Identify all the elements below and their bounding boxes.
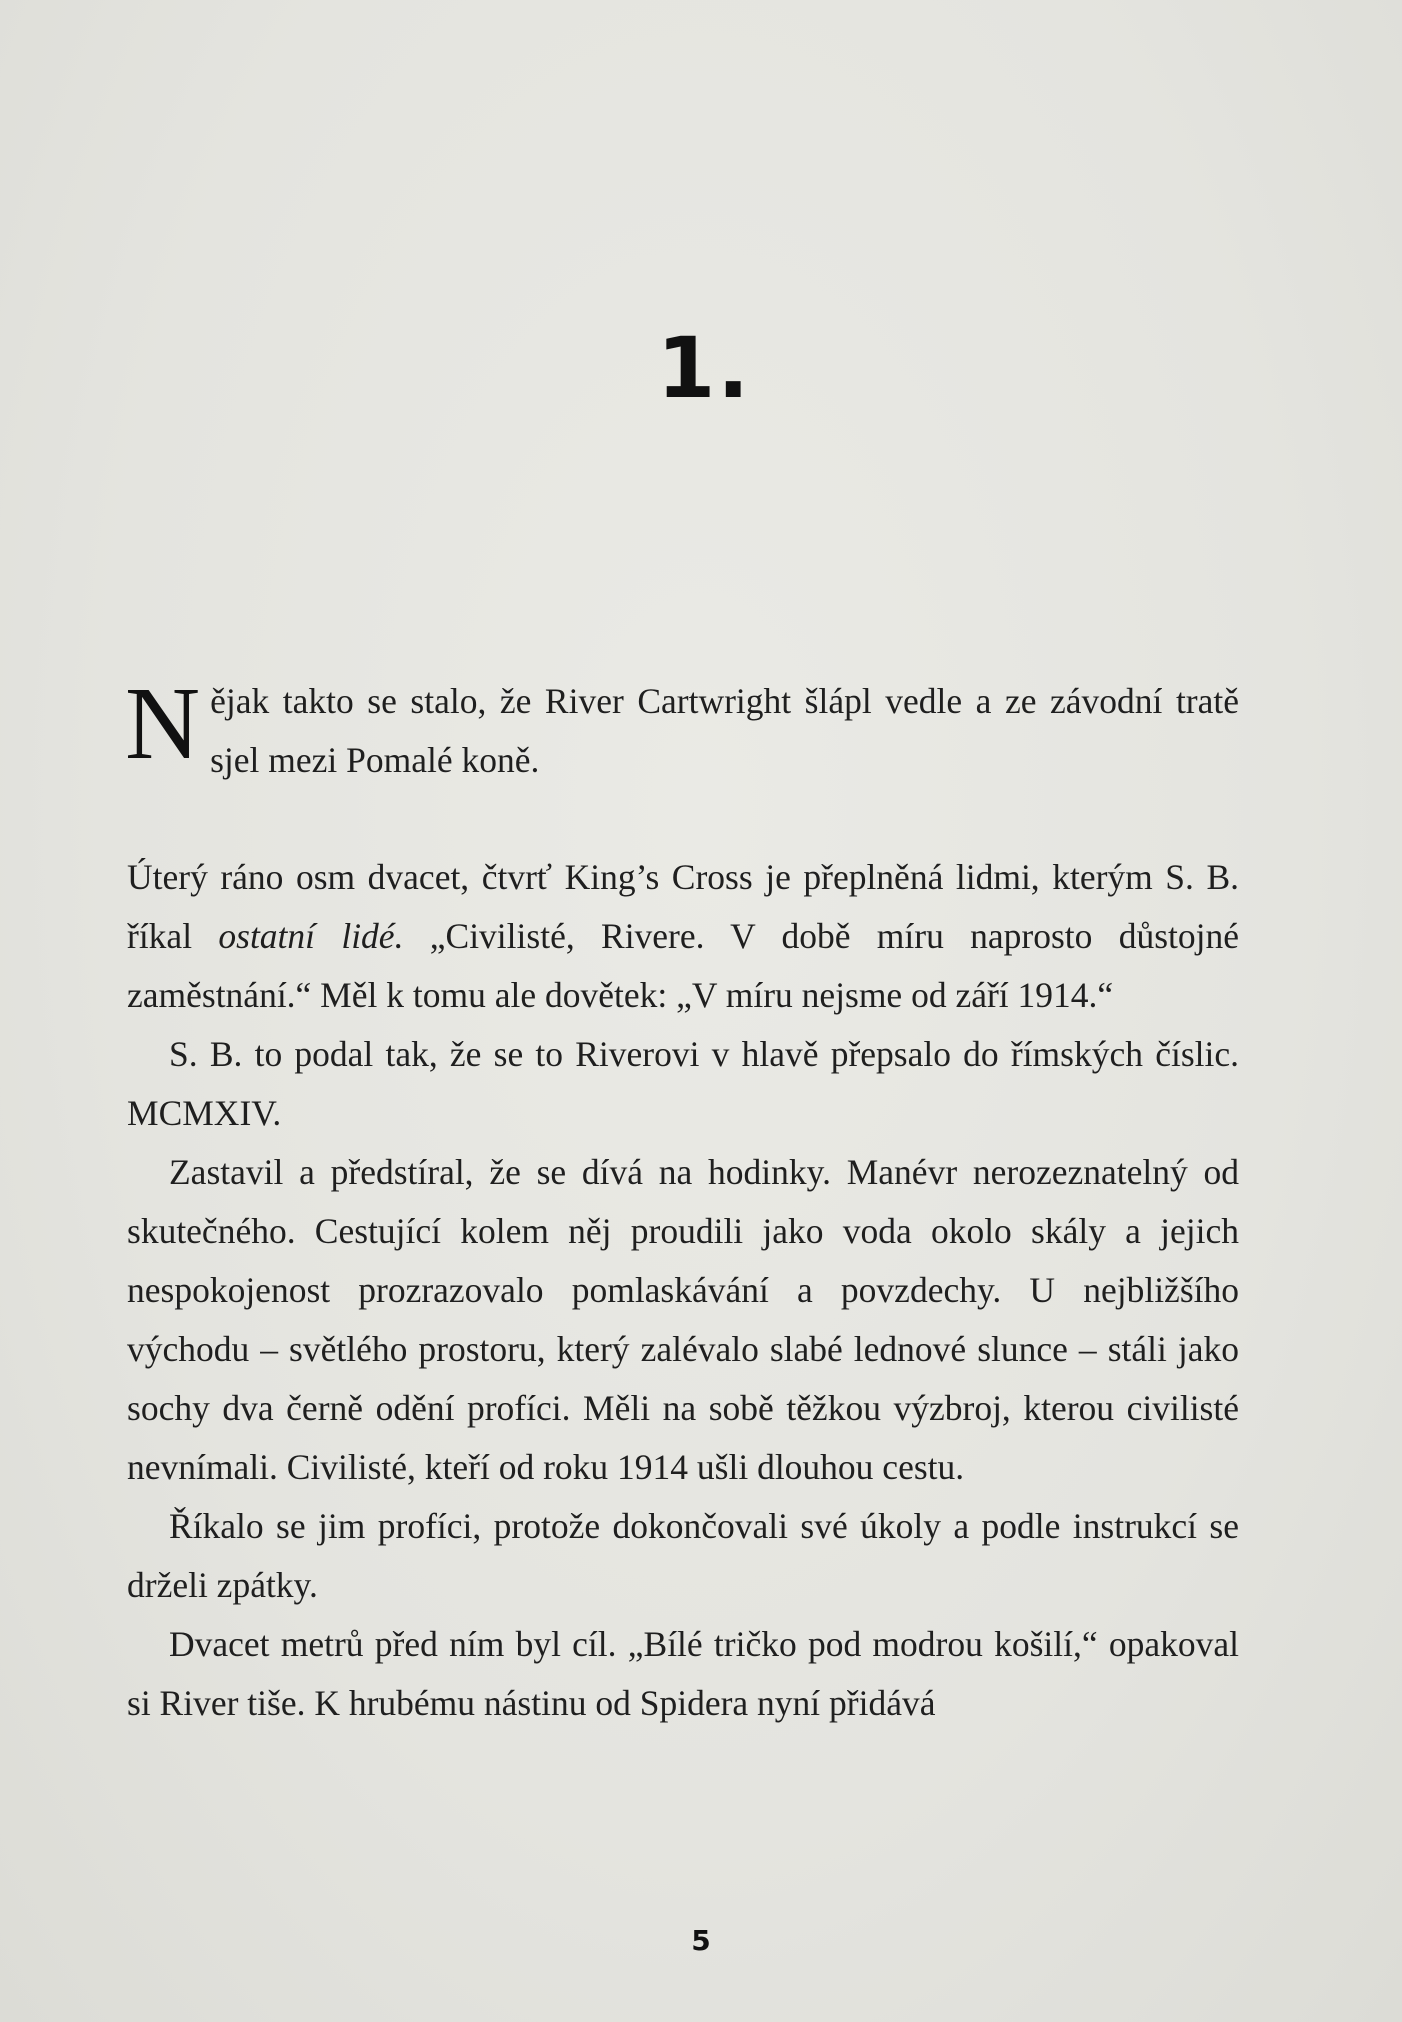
drop-cap: N (125, 666, 201, 781)
paragraph-1-part-a: Úterý ráno osm dvacet, čtvrť King’s Cross je přeplněná lidmi, kterým S. B. říkal (127, 857, 1239, 956)
opening-paragraph (125, 666, 1239, 790)
paragraph-2: S. B. to podal tak, že se to Riverovi v hlavě přepsalo do římských číslic. MCMXIV. (127, 1034, 1239, 1133)
paragraph-1-italic: ostatní lidé. (218, 916, 404, 956)
paragraph-4: Říkalo se jim profíci, protože dokončovali své úkoly a podle instrukcí se drželi zpátky. (127, 1506, 1239, 1605)
paragraph-5: Dvacet metrů před ním byl cíl. „Bílé tričko pod modrou košilí,“ opakoval si River tiše. K hrubému nástinu od Spidera nyní přidává (127, 1624, 1239, 1723)
opening-text: ějak takto se stalo, že River Cartwright šlápl vedle a ze závodní tratě sjel mezi Pomalé koně. (210, 681, 1239, 780)
body-text (125, 666, 1240, 1733)
paragraph-1-part-b: „Civilisté, Rivere. V době míru naprosto důstojné zaměstnání.“ Měl k tomu ale dovětek: „V míru nejsme od září 1914.“ (127, 916, 1240, 1015)
page-number: 5 (691, 1924, 711, 1957)
section-break (127, 790, 1239, 848)
paragraph-1 (127, 848, 1239, 1025)
chapter-number: 1. (656, 319, 752, 417)
paragraph-3: Zastavil a předstíral, že se dívá na hodinky. Manévr nerozeznatelný od skutečného. Cestující kolem něj proudili jako voda okolo skály a jejich nespokojenost prozrazovalo pomlaskávání a povzdechy. U nejbližšího východu – světlého prostoru, který zalévalo slabé lednové slunce – stáli jako sochy dva černě odění profíci. Měli na sobě těžkou výzbroj, kterou civilisté nevnímali. Civilisté, kteří od roku 1914 ušli dlouhou cestu. (127, 1152, 1239, 1487)
